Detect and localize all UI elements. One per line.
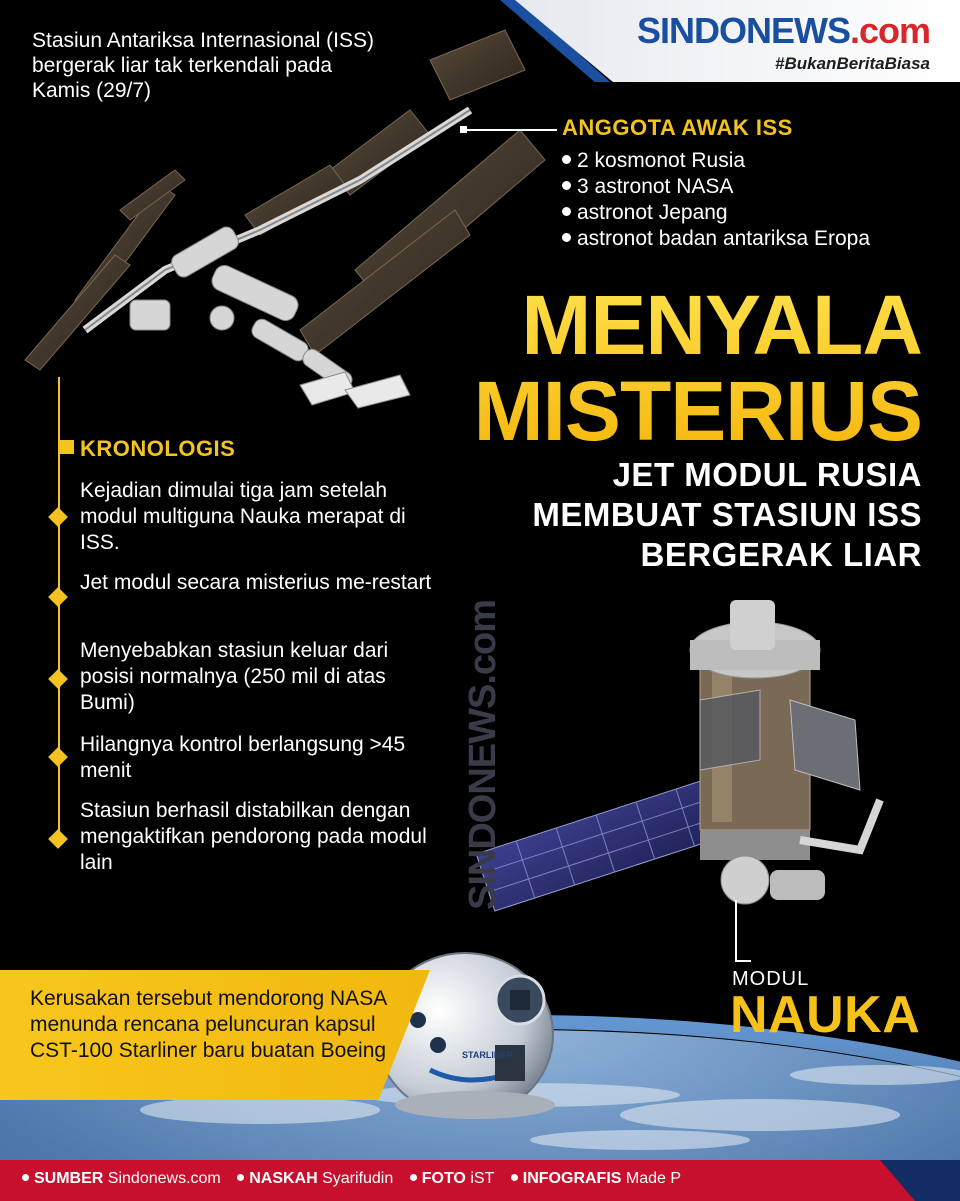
brand-logo[interactable]: [637, 10, 930, 52]
intro-text: Stasiun Antariksa Internasional (ISS) bergerak liar tak terkendali pada Kamis (29/7): [32, 29, 375, 102]
nauka-pointer-line: [735, 960, 751, 962]
brand-hashtag: #BukanBeritaBiasa: [775, 54, 930, 73]
subheadline-line-2: MEMBUAT STASIUN ISS: [532, 496, 922, 533]
chronology-item: Jet modul secara misterius me-restart: [80, 571, 432, 594]
credit-writer: NASKAH Syarifudin: [237, 1170, 393, 1187]
subheadline: [532, 455, 922, 575]
crew-title: ANGGOTA AWAK ISS: [562, 115, 793, 140]
brand-name: SINDONEWS: [636, 10, 850, 51]
crew-item: astronot badan antariksa Eropa: [562, 226, 870, 252]
brand-suffix: .com: [849, 10, 930, 51]
nauka-pointer-line: [735, 900, 737, 962]
headline-line-2: MISTERIUS: [473, 364, 922, 458]
subheadline-line-3: BERGERAK LIAR: [640, 536, 922, 573]
credit-source: SUMBER Sindonews.com: [22, 1170, 221, 1187]
crew-pointer-line: [463, 129, 557, 131]
module-label-small: MODUL: [732, 968, 810, 990]
chronology-marker: [60, 440, 74, 454]
credits: [22, 1170, 693, 1188]
credit-infographic: INFOGRAFIS Made P: [511, 1170, 681, 1187]
capsule-lettering: STARLINER: [462, 1050, 513, 1060]
chronology-item: Menyebabkan stasiun keluar dari posisi normalnya (250 mil di atas Bumi): [80, 639, 389, 714]
chronology-item: Kejadian dimulai tiga jam setelah modul multiguna Nauka merapat di ISS.: [80, 479, 406, 554]
headline-line-1: MENYALA: [521, 278, 922, 372]
subheadline-line-1: JET MODUL RUSIA: [612, 456, 922, 493]
credit-photo: FOTO iST: [410, 1170, 495, 1187]
headline: [473, 278, 922, 458]
crew-item: astronot Jepang: [562, 200, 870, 226]
crew-item: 3 astronot NASA: [562, 174, 870, 200]
chronology-title: KRONOLOGIS: [80, 436, 236, 461]
chronology-item: Stasiun berhasil distabilkan dengan mengaktifkan pendorong pada modul lain: [80, 799, 427, 874]
chronology-item: Hilangnya kontrol berlangsung >45 menit: [80, 733, 406, 782]
nauka-module-image: [476, 600, 880, 911]
watermark: SINDONEWS.com: [462, 599, 504, 910]
crew-item: 2 kosmonot Rusia: [562, 148, 870, 174]
module-label-big: NAUKA: [730, 986, 921, 1044]
crew-list: [562, 148, 870, 252]
callout-text: Kerusakan tersebut mendorong NASA menunda rencana peluncuran kapsul CST-100 Starliner baru buatan Boeing: [30, 987, 387, 1062]
